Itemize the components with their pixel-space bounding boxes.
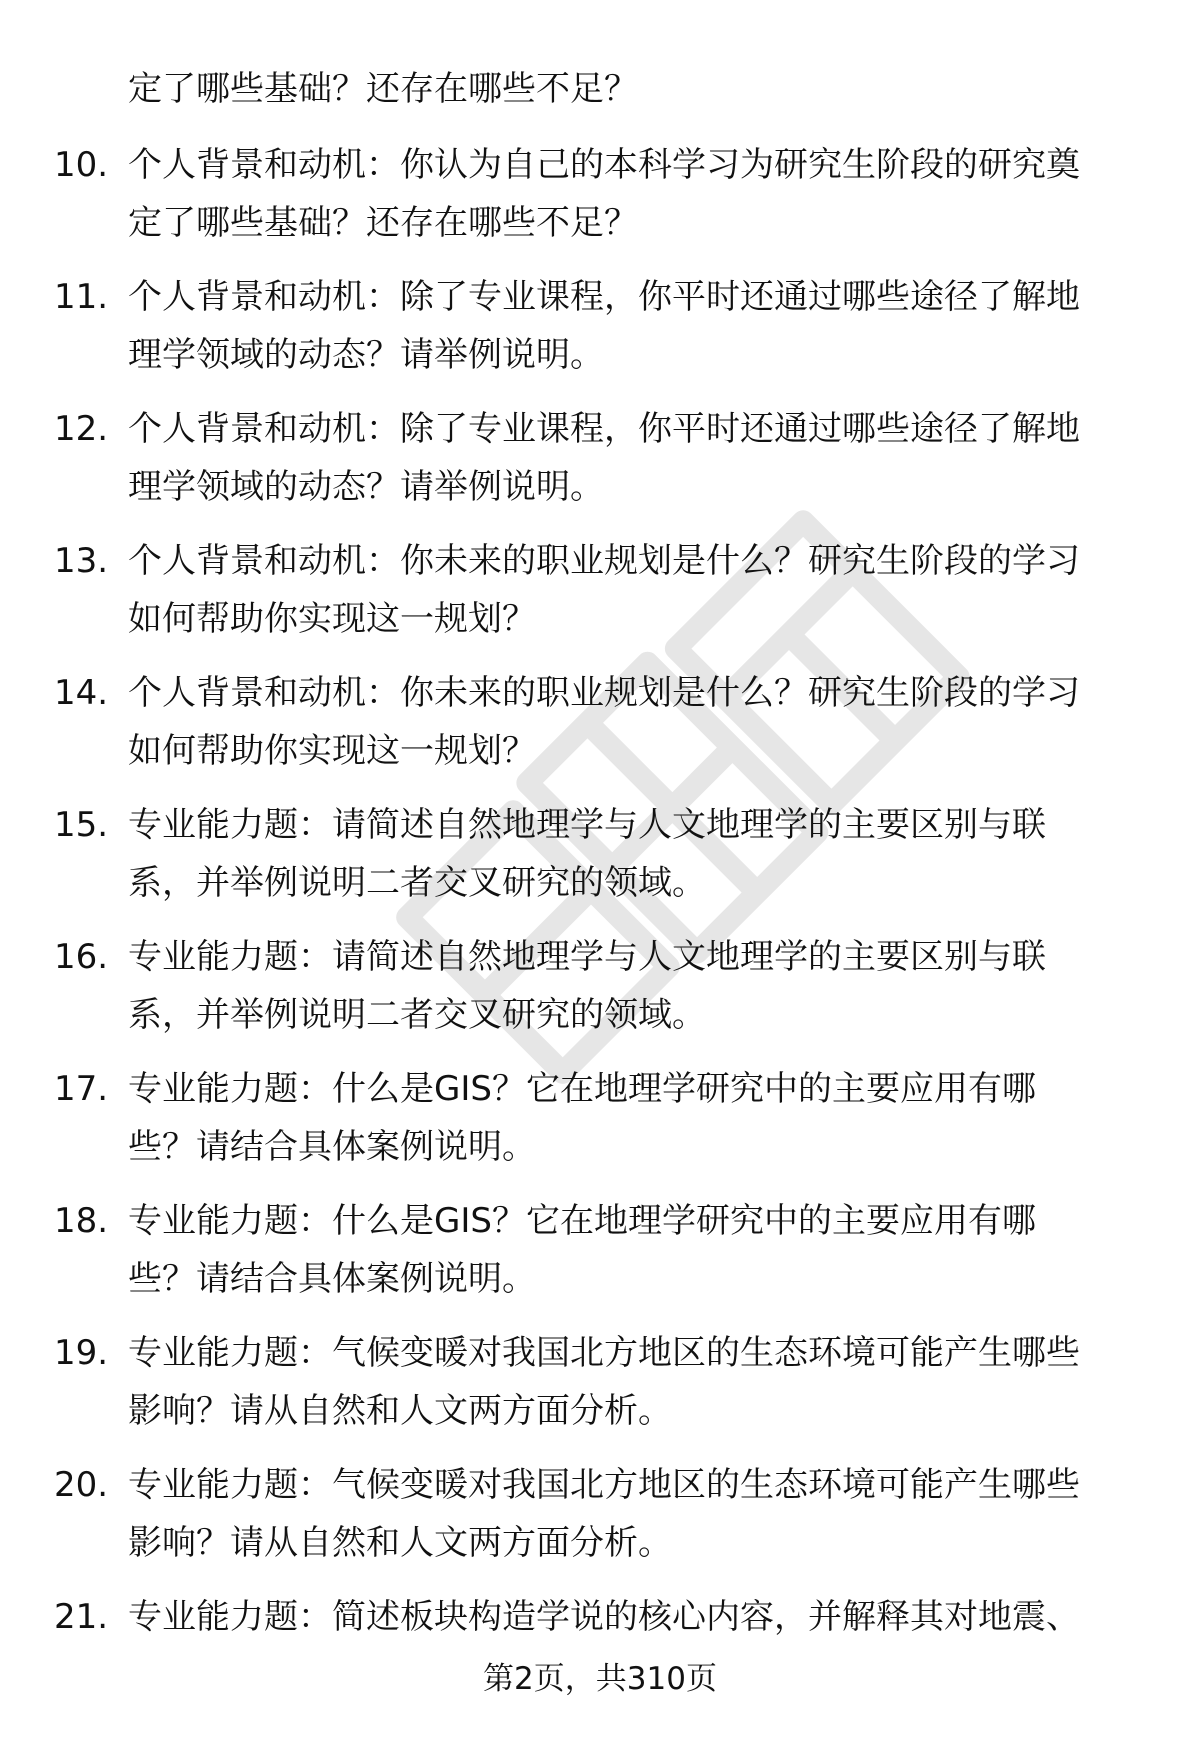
list-item — [0, 664, 1200, 796]
item-number: 11. — [54, 277, 109, 317]
item-text-line-2: 如何帮助你实现这一规划？ — [128, 599, 536, 639]
item-text-line-1: 个人背景和动机：除了专业课程，你平时还通过哪些途径了解地 — [128, 409, 1080, 449]
item-number: 16. — [54, 937, 109, 977]
item-text-line-1: 专业能力题：请简述自然地理学与人文地理学的主要区别与联 — [128, 805, 1046, 845]
list-item — [0, 796, 1200, 928]
item-text-line-2: 理学领域的动态？请举例说明。 — [128, 467, 604, 507]
item-number: 20. — [54, 1465, 109, 1505]
item-text-line-1: 专业能力题：什么是GIS？它在地理学研究中的主要应用有哪 — [128, 1201, 1036, 1241]
item-text-line-2: 系，并举例说明二者交叉研究的领域。 — [128, 863, 706, 903]
list-item — [0, 400, 1200, 532]
item-number: 14. — [54, 673, 109, 713]
item-text-line-2: 些？请结合具体案例说明。 — [128, 1127, 536, 1167]
item-number: 21. — [54, 1597, 109, 1637]
item-text-line-1: 个人背景和动机：你认为自己的本科学习为研究生阶段的研究奠 — [128, 145, 1080, 185]
item-number: 10. — [54, 145, 109, 185]
item-text-line-2: 影响？请从自然和人文两方面分析。 — [128, 1523, 672, 1563]
list-item — [0, 1192, 1200, 1324]
item-text-line-1: 专业能力题：气候变暖对我国北方地区的生态环境可能产生哪些 — [128, 1333, 1080, 1373]
item-text-line-1: 个人背景和动机：除了专业课程，你平时还通过哪些途径了解地 — [128, 277, 1080, 317]
item-number: 19. — [54, 1333, 109, 1373]
item-text-line-1: 个人背景和动机：你未来的职业规划是什么？研究生阶段的学习 — [128, 673, 1080, 713]
list-item — [0, 268, 1200, 400]
item-text-line-2: 系，并举例说明二者交叉研究的领域。 — [128, 995, 706, 1035]
list-item — [0, 1456, 1200, 1588]
item-text-line-2: 些？请结合具体案例说明。 — [128, 1259, 536, 1299]
list-item — [0, 1324, 1200, 1456]
item-number: 18. — [54, 1201, 109, 1241]
item-text-line-1: 专业能力题：气候变暖对我国北方地区的生态环境可能产生哪些 — [128, 1465, 1080, 1505]
item-number: 15. — [54, 805, 109, 845]
list-item — [0, 136, 1200, 268]
item-number: 13. — [54, 541, 109, 581]
list-item — [0, 928, 1200, 1060]
item-number: 17. — [54, 1069, 109, 1109]
item-text-line-2: 理学领域的动态？请举例说明。 — [128, 335, 604, 375]
list-item — [0, 1060, 1200, 1192]
continuation-line: 定了哪些基础？还存在哪些不足？ — [128, 69, 638, 109]
item-text-line-1: 专业能力题：请简述自然地理学与人文地理学的主要区别与联 — [128, 937, 1046, 977]
page-footer: 第2页，共310页 — [483, 1661, 717, 1697]
item-text-line-2: 定了哪些基础？还存在哪些不足？ — [128, 203, 638, 243]
item-number: 12. — [54, 409, 109, 449]
item-text-line-1: 个人背景和动机：你未来的职业规划是什么？研究生阶段的学习 — [128, 541, 1080, 581]
item-text-line-1: 专业能力题：简述板块构造学说的核心内容，并解释其对地震、 — [128, 1597, 1080, 1637]
question-list — [0, 136, 1200, 1720]
list-item — [0, 532, 1200, 664]
item-text-line-1: 专业能力题：什么是GIS？它在地理学研究中的主要应用有哪 — [128, 1069, 1036, 1109]
item-text-line-2: 影响？请从自然和人文两方面分析。 — [128, 1391, 672, 1431]
item-text-line-2: 如何帮助你实现这一规划？ — [128, 731, 536, 771]
